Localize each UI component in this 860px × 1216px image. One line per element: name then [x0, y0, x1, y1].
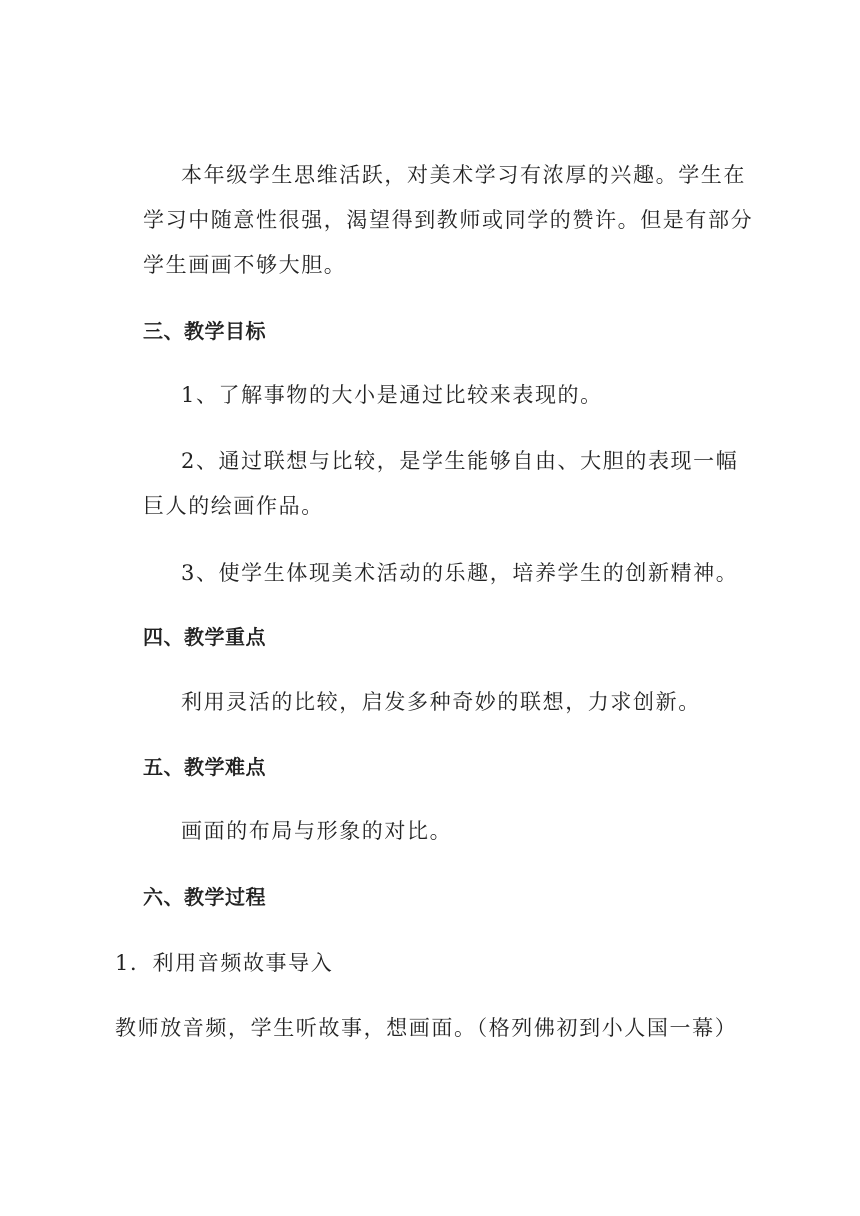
- objective-item-3: 3、使学生体现美术活动的乐趣，培养学生的创新精神。: [181, 561, 739, 585]
- section-heading-difficulties: 五、教学难点: [143, 755, 266, 779]
- difficulties-text: 画面的布局与形象的对比。: [181, 819, 453, 843]
- intro-line-1: 本年级学生思维活跃，对美术学习有浓厚的兴趣。学生在: [181, 163, 746, 187]
- section-heading-objectives: 三、教学目标: [143, 319, 266, 343]
- intro-line-2: 学习中随意性很强，渴望得到教师或同学的赞许。但是有部分: [143, 208, 754, 232]
- intro-line-3: 学生画画不够大胆。: [143, 253, 347, 277]
- objective-item-2: 2、通过联想与比较，是学生能够自由、大胆的表现一幅: [181, 449, 739, 473]
- process-step-1-text: 教师放音频，学生听故事，想画面。（格列佛初到小人国一幕）: [115, 1016, 738, 1040]
- process-step-1-title: 1．利用音频故事导入: [115, 951, 334, 975]
- section-heading-key-points: 四、教学重点: [143, 625, 266, 649]
- objective-item-1: 1、了解事物的大小是通过比较来表现的。: [181, 383, 603, 407]
- objective-item-2-continued: 巨人的绘画作品。: [143, 494, 324, 518]
- key-points-text: 利用灵活的比较，启发多种奇妙的联想，力求创新。: [181, 690, 701, 714]
- section-heading-process: 六、教学过程: [143, 885, 266, 909]
